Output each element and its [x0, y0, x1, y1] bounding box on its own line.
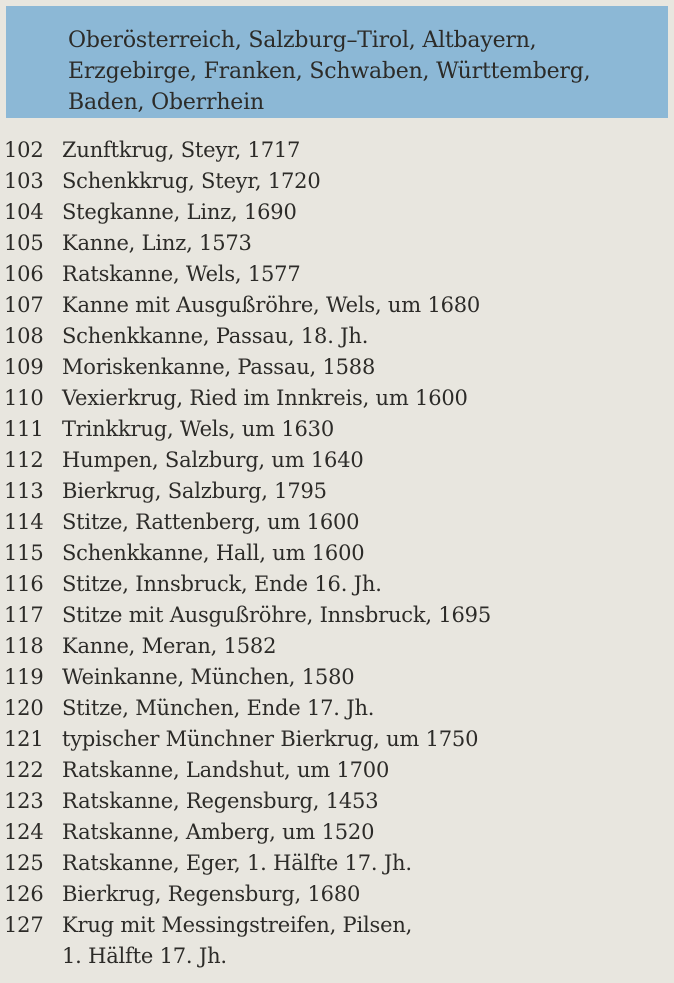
item-description: Schenkkanne, Hall, um 1600: [62, 541, 365, 565]
list-item: [0, 755, 674, 786]
region-heading-line: Baden, Oberrhein: [68, 90, 264, 115]
item-description: Stegkanne, Linz, 1690: [62, 200, 297, 224]
item-number: 125: [4, 851, 44, 875]
list-item: [0, 631, 674, 662]
item-number: 105: [4, 231, 44, 255]
item-description: Humpen, Salzburg, um 1640: [62, 448, 364, 472]
item-number: 123: [4, 789, 44, 813]
item-description: typischer Münchner Bierkrug, um 1750: [62, 727, 479, 751]
catalog-list: [0, 135, 674, 972]
item-description-continuation: 1. Hälfte 17. Jh.: [62, 944, 227, 968]
list-item: [0, 507, 674, 538]
item-number: 120: [4, 696, 44, 720]
list-item: [0, 662, 674, 693]
item-description: Stitze, Innsbruck, Ende 16. Jh.: [62, 572, 382, 596]
item-number: 127: [4, 913, 44, 937]
item-description: Trinkkrug, Wels, um 1630: [62, 417, 334, 441]
list-item: [0, 414, 674, 445]
item-number: 124: [4, 820, 44, 844]
item-number: 115: [4, 541, 44, 565]
item-description: Ratskanne, Eger, 1. Hälfte 17. Jh.: [62, 851, 412, 875]
item-description: Schenkkanne, Passau, 18. Jh.: [62, 324, 369, 348]
list-item: [0, 321, 674, 352]
item-number: 117: [4, 603, 44, 627]
item-number: 116: [4, 572, 44, 596]
list-item: [0, 445, 674, 476]
item-description: Kanne, Meran, 1582: [62, 634, 277, 658]
list-item: [0, 290, 674, 321]
item-number: 122: [4, 758, 44, 782]
region-heading-line: Oberösterreich, Salzburg–Tirol, Altbayern,: [68, 28, 537, 53]
item-number: 108: [4, 324, 44, 348]
list-item: [0, 786, 674, 817]
list-item: [0, 135, 674, 166]
item-number: 103: [4, 169, 44, 193]
item-description: Stitze mit Ausgußröhre, Innsbruck, 1695: [62, 603, 491, 627]
list-item: [0, 476, 674, 507]
item-number: 104: [4, 200, 44, 224]
list-item: [0, 724, 674, 755]
item-description: Ratskanne, Amberg, um 1520: [62, 820, 375, 844]
item-number: 102: [4, 138, 44, 162]
item-number: 109: [4, 355, 44, 379]
list-item: [0, 848, 674, 879]
region-heading-line: Erzgebirge, Franken, Schwaben, Württemberg,: [68, 59, 591, 84]
region-header-band: [6, 6, 668, 118]
list-item: [0, 879, 674, 910]
item-number: 118: [4, 634, 44, 658]
item-number: 107: [4, 293, 44, 317]
item-description: Moriskenkanne, Passau, 1588: [62, 355, 376, 379]
item-description: Stitze, Rattenberg, um 1600: [62, 510, 360, 534]
item-number: 110: [4, 386, 44, 410]
list-item: [0, 569, 674, 600]
list-item: [0, 817, 674, 848]
item-number: 113: [4, 479, 44, 503]
item-number: 119: [4, 665, 44, 689]
item-description: Zunftkrug, Steyr, 1717: [62, 138, 301, 162]
list-item: [0, 383, 674, 414]
item-description: Vexierkrug, Ried im Innkreis, um 1600: [62, 386, 468, 410]
item-description: Bierkrug, Regensburg, 1680: [62, 882, 361, 906]
list-item: [0, 259, 674, 290]
item-description: Bierkrug, Salzburg, 1795: [62, 479, 327, 503]
list-item: [0, 228, 674, 259]
item-number: 106: [4, 262, 44, 286]
list-item: [0, 538, 674, 569]
item-description: [62, 910, 674, 972]
list-item: [0, 600, 674, 631]
item-number: 126: [4, 882, 44, 906]
region-heading: [68, 25, 648, 118]
list-item: [0, 166, 674, 197]
item-description: Weinkanne, München, 1580: [62, 665, 355, 689]
list-item: [0, 197, 674, 228]
item-number: 114: [4, 510, 44, 534]
list-item: [0, 352, 674, 383]
item-description: Schenkkrug, Steyr, 1720: [62, 169, 321, 193]
item-description: Ratskanne, Wels, 1577: [62, 262, 301, 286]
item-description: Ratskanne, Landshut, um 1700: [62, 758, 390, 782]
item-number: 111: [4, 417, 44, 441]
item-number: 121: [4, 727, 44, 751]
item-description: Kanne mit Ausgußröhre, Wels, um 1680: [62, 293, 481, 317]
item-description: Stitze, München, Ende 17. Jh.: [62, 696, 375, 720]
item-description: Ratskanne, Regensburg, 1453: [62, 789, 379, 813]
item-number: 112: [4, 448, 44, 472]
list-item: [0, 693, 674, 724]
item-description: Kanne, Linz, 1573: [62, 231, 252, 255]
list-item: [0, 910, 674, 972]
item-description-line: Krug mit Messingstreifen, Pilsen,: [62, 913, 413, 937]
